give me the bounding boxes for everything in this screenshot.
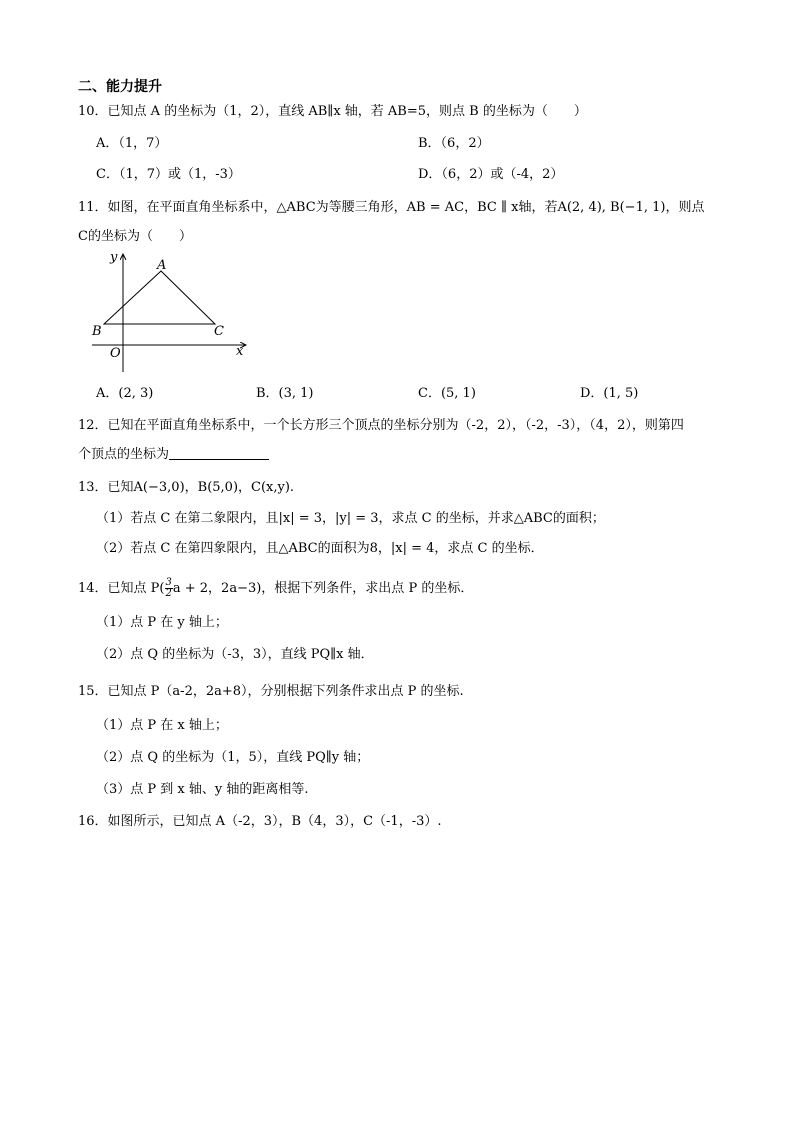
point-a-label: A: [157, 258, 167, 273]
q14-part2: （2）点 Q 的坐标为（-3，3），直线 PQ∥x 轴．: [96, 647, 374, 662]
q13-part2: （2）若点 C 在第四象限内，且△ABC的面积为8，|x| = 4，求点 C 的坐标．: [96, 541, 544, 556]
q10-option-d: D．（6，2）或（-4，2）: [418, 167, 564, 182]
q14-fraction-num: 3: [165, 577, 172, 588]
q10-option-a: A．（1，7）: [96, 136, 168, 151]
q11-option-c: C．(5, 1): [418, 386, 476, 401]
q14-part1: （1）点 P 在 y 轴上；: [96, 615, 228, 630]
q11-stem-line2: C的坐标为（ ）: [78, 229, 192, 244]
origin-label: O: [110, 346, 121, 361]
q15-part1: （1）点 P 在 x 轴上；: [96, 718, 228, 733]
q14-fraction-den: 2: [165, 588, 172, 599]
x-axis-label: x: [236, 344, 244, 359]
q11-stem-line1: 11．如图，在平面直角坐标系中，△ABC为等腰三角形，AB = AC，BC ∥ x轴，若A(2, 4), B(−1, 1)，则点: [78, 200, 705, 215]
q12-stem-text: 个顶点的坐标为: [78, 447, 170, 462]
q14-stem: [78, 578, 473, 599]
q13-stem: 13．已知A(−3,0)，B(5,0)，C(x,y).: [78, 480, 295, 495]
point-c-label: C: [214, 324, 224, 339]
q14-fraction: [165, 578, 173, 599]
q10-option-c: C．（1，7）或（1，-3）: [96, 167, 241, 182]
q11-triangle-figure: [88, 248, 258, 378]
q11-option-b: B．(3, 1): [256, 386, 314, 401]
q12-answer-blank: [169, 447, 269, 460]
point-b-label: B: [92, 324, 102, 339]
q13-part1: （1）若点 C 在第二象限内，且|x| = 3，|y| = 3，求点 C 的坐标，并求△ABC的面积；: [96, 511, 605, 526]
q12-stem-line1: 12．已知在平面直角坐标系中，一个长方形三个顶点的坐标分别为（-2，2），（-2，-3），（4，2），则第四: [78, 418, 684, 433]
q10-option-b: B．（6，2）: [418, 136, 490, 151]
q12-stem-line2: [78, 447, 269, 463]
q11-option-d: D．(1, 5): [580, 386, 639, 401]
y-axis-label: y: [110, 250, 118, 265]
q11-option-a: A．(2, 3): [96, 386, 154, 401]
triangle-abc: [104, 271, 215, 324]
q15-stem: 15．已知点 P（a-2，2a+8），分别根据下列条件求出点 P 的坐标.: [78, 684, 464, 699]
q14-stem-pre: 14．已知点 P(: [78, 581, 165, 596]
q16-stem: 16．如图所示，已知点 A（-2，3），B（4，3），C（-1，-3）.: [78, 814, 442, 829]
q15-part3: （3）点 P 到 x 轴、y 轴的距离相等.: [96, 782, 309, 797]
q10-stem: 10．已知点 A 的坐标为（1，2），直线 AB∥x 轴，若 AB=5，则点 B 的坐标为（ ）: [78, 104, 587, 119]
section-title: 二、能力提升: [78, 79, 162, 95]
q15-part2: （2）点 Q 的坐标为（1，5），直线 PQ∥y 轴；: [96, 750, 370, 765]
q14-stem-post: a + 2，2a−3)，根据下列条件，求出点 P 的坐标．: [172, 581, 474, 596]
